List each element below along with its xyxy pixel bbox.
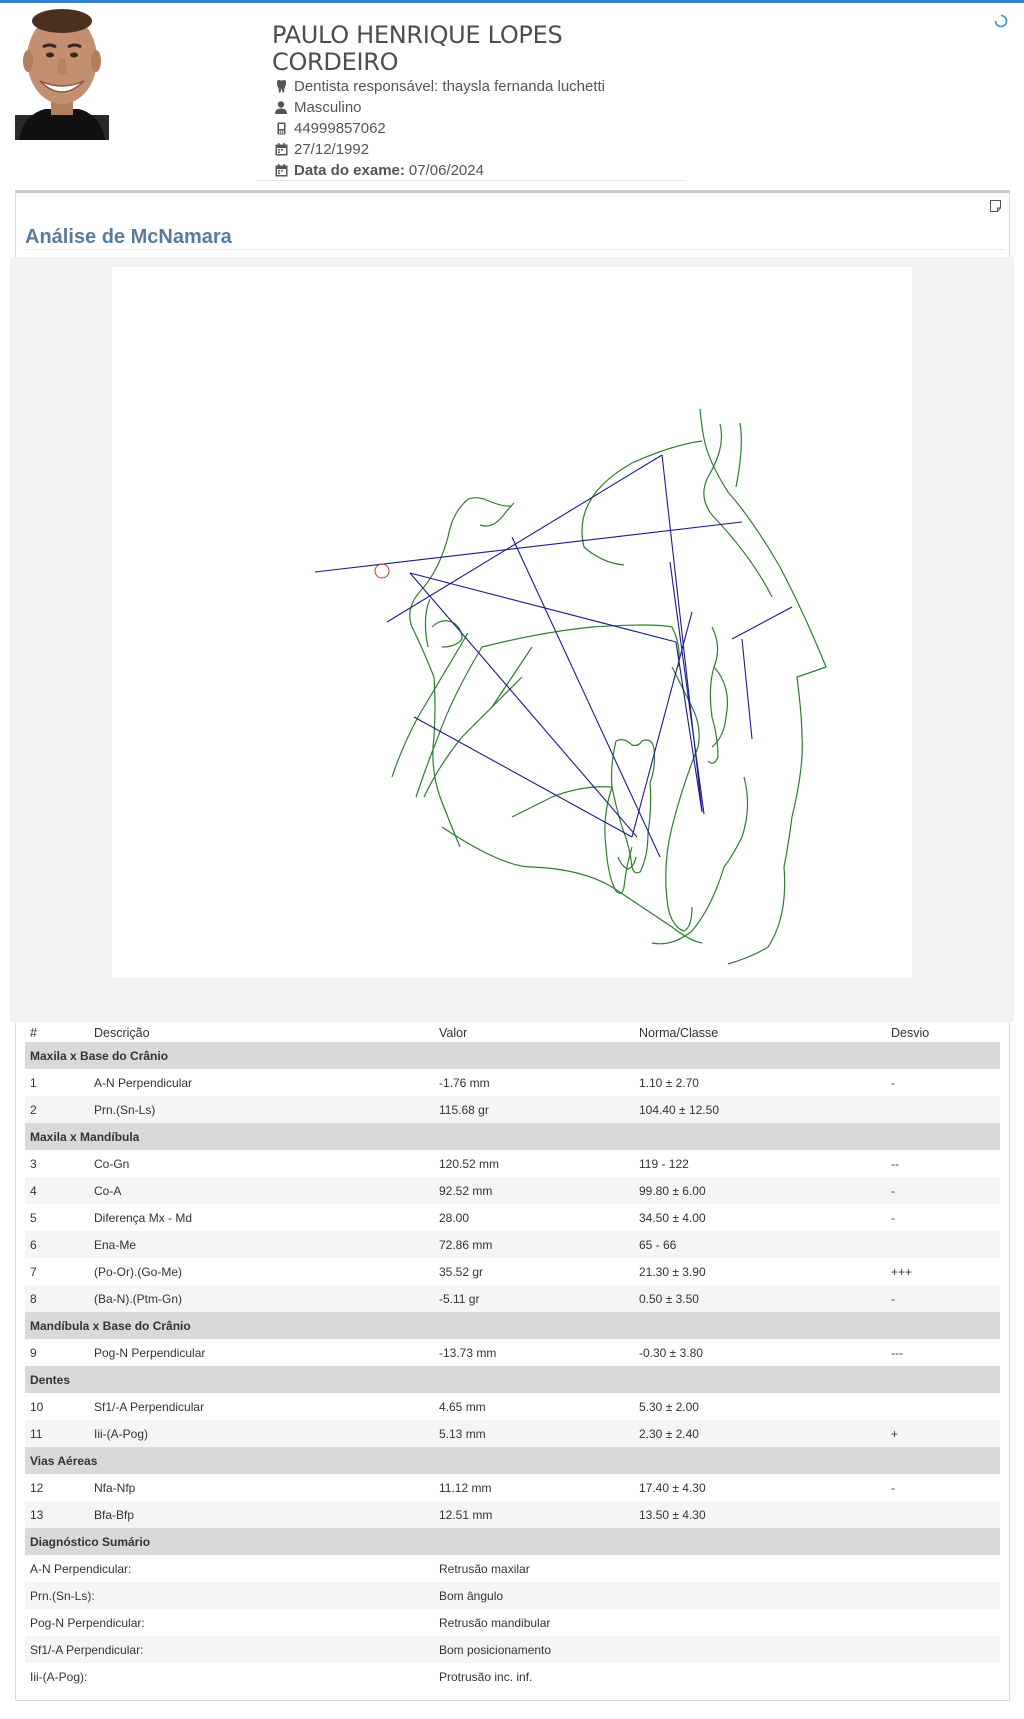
exam-date-row [272, 160, 682, 181]
tooth-icon [272, 80, 290, 94]
row-number: 4 [25, 1177, 89, 1204]
section-row [25, 1447, 1000, 1474]
cephalometric-tracing-canvas [112, 267, 912, 978]
row-description: Co-Gn [89, 1150, 434, 1177]
row-number: 11 [25, 1420, 89, 1447]
row-value: -1.76 mm [434, 1069, 634, 1096]
row-value: 11.12 mm [434, 1474, 634, 1501]
row-value: 4.65 mm [434, 1393, 634, 1420]
table-row [25, 1150, 1000, 1177]
row-norm: -0.30 ± 3.80 [634, 1339, 886, 1366]
row-deviation: --- [886, 1339, 1000, 1366]
birth-date-row [272, 139, 682, 160]
mobile-phone-icon [272, 122, 290, 136]
row-deviation: + [886, 1420, 1000, 1447]
row-value: 72.86 mm [434, 1231, 634, 1258]
row-norm: 21.30 ± 3.90 [634, 1258, 886, 1285]
row-deviation [886, 1231, 1000, 1258]
row-norm: 13.50 ± 4.30 [634, 1501, 886, 1528]
diagnosis-row [25, 1582, 1000, 1609]
table-row [25, 1285, 1000, 1312]
table-row [25, 1096, 1000, 1123]
cephalometric-tracing-svg [112, 267, 912, 978]
row-number: 3 [25, 1150, 89, 1177]
column-header-norm: Norma/Classe [639, 1026, 719, 1040]
exam-date-value: 07/06/2024 [408, 162, 484, 179]
diagnosis-value: Protrusão inc. inf. [434, 1663, 1000, 1690]
row-number: 8 [25, 1285, 89, 1312]
table-row [25, 1339, 1000, 1366]
table-row [25, 1204, 1000, 1231]
lower-incisor-axis-line [632, 612, 692, 837]
row-description: Nfa-Nfp [89, 1474, 434, 1501]
gender-row [272, 97, 682, 118]
sella-nasion-line [387, 455, 662, 622]
row-value: 12.51 mm [434, 1501, 634, 1528]
row-number: 10 [25, 1393, 89, 1420]
row-description: Bfa-Bfp [89, 1501, 434, 1528]
row-number: 1 [25, 1069, 89, 1096]
condylion-a-point-line [410, 573, 676, 642]
row-norm: 34.50 ± 4.00 [634, 1204, 886, 1231]
row-value: -5.11 gr [434, 1285, 634, 1312]
row-deviation: +++ [886, 1258, 1000, 1285]
row-deviation [886, 1096, 1000, 1123]
section-title: Dentes [25, 1366, 1000, 1393]
phone-row [272, 118, 682, 139]
section-title: Vias Aéreas [25, 1447, 1000, 1474]
patient-name-line2: CORDEIRO [272, 48, 399, 76]
dentist-row [272, 76, 682, 97]
table-row [25, 1474, 1000, 1501]
row-number: 6 [25, 1231, 89, 1258]
measurements-table-wrapper [25, 1024, 1000, 1690]
row-number: 7 [25, 1258, 89, 1285]
birth-date-value: 27/12/1992 [294, 141, 370, 158]
patient-name-line1: PAULO HENRIQUE LOPES [272, 21, 563, 49]
diagnosis-row [25, 1663, 1000, 1690]
patient-info-divider [256, 180, 686, 181]
section-title: Maxila x Mandíbula [25, 1123, 1000, 1150]
row-description: (Ba-N).(Ptm-Gn) [89, 1285, 434, 1312]
calendar-icon [272, 164, 290, 178]
anatomical-contours [392, 409, 826, 964]
row-norm: 99.80 ± 6.00 [634, 1177, 886, 1204]
mandibular-plane-line [414, 717, 632, 837]
diagnosis-row [25, 1555, 1000, 1582]
row-norm: 1.10 ± 2.70 [634, 1069, 886, 1096]
section-row [25, 1312, 1000, 1339]
row-description: Sf1/-A Perpendicular [89, 1393, 434, 1420]
row-norm: 2.30 ± 2.40 [634, 1420, 886, 1447]
row-norm: 0.50 ± 3.50 [634, 1285, 886, 1312]
gender-value: Masculino [294, 99, 362, 116]
row-deviation: - [886, 1177, 1000, 1204]
table-row [25, 1501, 1000, 1528]
row-number: 5 [25, 1204, 89, 1231]
diagnosis-row [25, 1636, 1000, 1663]
row-norm: 17.40 ± 4.30 [634, 1474, 886, 1501]
row-description: Prn.(Sn-Ls) [89, 1096, 434, 1123]
diagnosis-label: A-N Perpendicular: [25, 1555, 434, 1582]
table-row [25, 1069, 1000, 1096]
dentist-label: Dentista responsável: thaysla fernanda luchetti [294, 78, 606, 95]
section-row [25, 1366, 1000, 1393]
prn-sn-line [732, 607, 792, 639]
row-norm: 119 - 122 [634, 1150, 886, 1177]
diagnosis-label: Iii-(A-Pog): [25, 1663, 434, 1690]
ptm-gnathion-line [512, 537, 660, 857]
row-value: 92.52 mm [434, 1177, 634, 1204]
row-deviation [886, 1501, 1000, 1528]
row-deviation: - [886, 1285, 1000, 1312]
row-description: A-N Perpendicular [89, 1069, 434, 1096]
section-title: Mandíbula x Base do Crânio [25, 1312, 1000, 1339]
patient-photo [15, 3, 109, 140]
column-header-deviation: Desvio [891, 1026, 930, 1040]
diagnosis-row [25, 1609, 1000, 1636]
row-deviation: -- [886, 1150, 1000, 1177]
section-row [25, 1042, 1000, 1069]
exam-date-label: Data do exame: [294, 162, 405, 179]
row-description: Pog-N Perpendicular [89, 1339, 434, 1366]
row-description: (Po-Or).(Go-Me) [89, 1258, 434, 1285]
row-value: 120.52 mm [434, 1150, 634, 1177]
cephalometric-tracing-area [10, 257, 1014, 1022]
row-number: 2 [25, 1096, 89, 1123]
analysis-title: Análise de McNamara [25, 226, 232, 248]
diagnosis-label: Prn.(Sn-Ls): [25, 1582, 434, 1609]
condylion-gnathion-line [410, 573, 637, 837]
row-value: -13.73 mm [434, 1339, 634, 1366]
section-row [25, 1123, 1000, 1150]
loading-spinner-icon [994, 14, 1008, 28]
row-description: Co-A [89, 1177, 434, 1204]
row-deviation [886, 1393, 1000, 1420]
table-row [25, 1177, 1000, 1204]
section-title: Diagnóstico Sumário [25, 1528, 1000, 1555]
diagnosis-value: Bom ângulo [434, 1582, 1000, 1609]
soft-tissue-e-line [742, 639, 752, 739]
diagnosis-value: Retrusão maxilar [434, 1555, 1000, 1582]
table-row [25, 1420, 1000, 1447]
diagnosis-label: Pog-N Perpendicular: [25, 1609, 434, 1636]
row-norm: 104.40 ± 12.50 [634, 1096, 886, 1123]
section-title: Maxila x Base do Crânio [25, 1042, 1000, 1069]
column-header-number: # [30, 1026, 37, 1040]
row-value: 35.52 gr [434, 1258, 634, 1285]
column-header-value: Valor [439, 1026, 468, 1040]
user-icon [272, 101, 290, 115]
table-header-row [25, 1024, 1000, 1042]
calendar-icon [272, 143, 290, 157]
row-deviation: - [886, 1204, 1000, 1231]
section-row [25, 1528, 1000, 1555]
row-number: 13 [25, 1501, 89, 1528]
table-row [25, 1258, 1000, 1285]
row-description: Iii-(A-Pog) [89, 1420, 434, 1447]
row-value: 115.68 gr [434, 1096, 634, 1123]
porion-marker [375, 564, 389, 578]
row-deviation: - [886, 1474, 1000, 1501]
row-deviation: - [886, 1069, 1000, 1096]
row-value: 28.00 [434, 1204, 634, 1231]
phone-value: 44999857062 [294, 120, 386, 137]
diagnosis-value: Retrusão mandibular [434, 1609, 1000, 1636]
patient-info [272, 22, 682, 181]
title-divider [25, 249, 1005, 250]
table-row [25, 1393, 1000, 1420]
table-row [25, 1231, 1000, 1258]
row-norm: 65 - 66 [634, 1231, 886, 1258]
diagnosis-label: Sf1/-A Perpendicular: [25, 1636, 434, 1663]
row-description: Ena-Me [89, 1231, 434, 1258]
row-number: 12 [25, 1474, 89, 1501]
top-accent-bar [0, 0, 1024, 3]
note-icon[interactable] [990, 199, 1001, 211]
diagnosis-value: Bom posicionamento [434, 1636, 1000, 1663]
row-description: Diferença Mx - Md [89, 1204, 434, 1231]
row-norm: 5.30 ± 2.00 [634, 1393, 886, 1420]
row-value: 5.13 mm [434, 1420, 634, 1447]
row-number: 9 [25, 1339, 89, 1366]
column-header-description: Descrição [94, 1026, 150, 1040]
measurements-table [25, 1024, 1000, 1690]
